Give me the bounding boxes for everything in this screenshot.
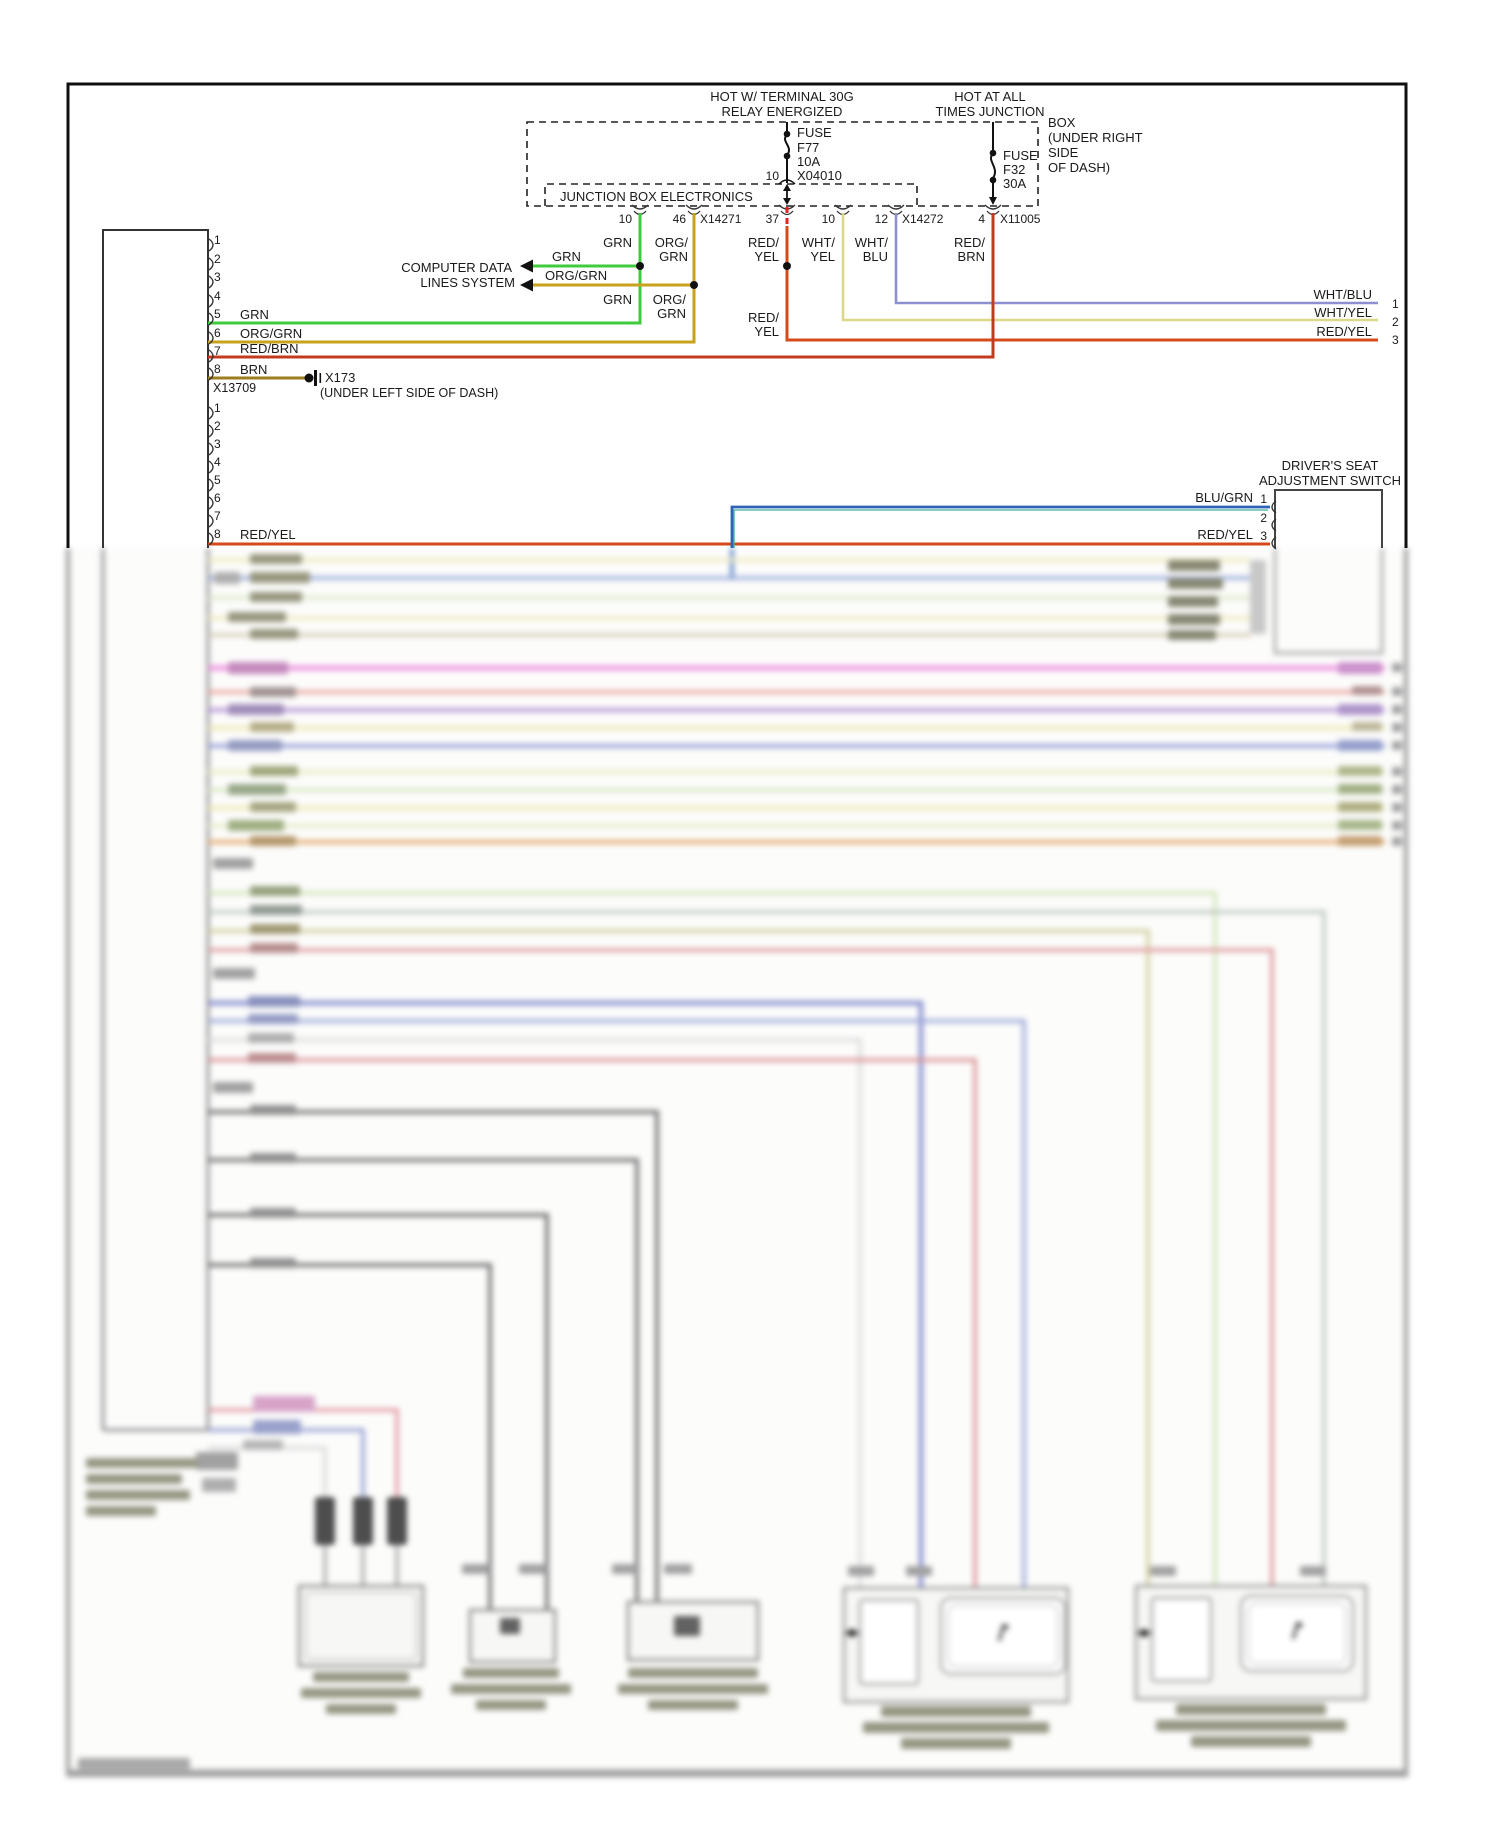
fuse1-label: FUSE bbox=[797, 125, 832, 140]
fuse1-connector: X04010 bbox=[797, 168, 842, 183]
blurred-label bbox=[1300, 1566, 1326, 1576]
blurred-label bbox=[250, 1153, 296, 1163]
component-box-1 bbox=[299, 1586, 423, 1666]
component-2-symbol bbox=[500, 1618, 520, 1634]
wire-label: RED/ bbox=[747, 310, 779, 325]
component-4-sub bbox=[860, 1600, 918, 1684]
x173-location: (UNDER LEFT SIDE OF DASH) bbox=[320, 386, 499, 400]
junction-dot bbox=[690, 281, 698, 289]
blurred-label bbox=[213, 968, 255, 979]
fuse2-dot bbox=[990, 177, 997, 184]
wire-label: WHT/ bbox=[854, 235, 888, 250]
component-3-symbol bbox=[674, 1616, 700, 1636]
jbe-pin: 12 bbox=[874, 212, 888, 226]
blurred-lower-section bbox=[68, 548, 1406, 1776]
wire-label: RED/YEL bbox=[240, 527, 296, 542]
pin-block bbox=[353, 1497, 373, 1545]
pin-arc-icon bbox=[209, 295, 213, 307]
module-c2-pin-number: 6 bbox=[214, 491, 221, 505]
blurred-label bbox=[1176, 1704, 1326, 1715]
fuse1-dot bbox=[784, 153, 791, 160]
blurred-label bbox=[612, 1564, 640, 1574]
blurred-label bbox=[213, 1082, 253, 1093]
blurred-label bbox=[228, 784, 286, 795]
offpage-wire-label: WHT/YEL bbox=[1314, 305, 1372, 320]
blurred-label bbox=[901, 1738, 1011, 1749]
note-hot-at-all-times-1: HOT AT ALL bbox=[954, 89, 1026, 104]
fuse2-label: FUSE bbox=[1003, 148, 1038, 163]
blurred-label bbox=[86, 1506, 156, 1516]
blurred-label bbox=[1392, 723, 1402, 732]
computer-data-lines-1: COMPUTER DATA bbox=[401, 260, 512, 275]
arrow-up-icon bbox=[783, 184, 791, 191]
wire-label: GRN bbox=[552, 249, 581, 264]
x173-bar-icon bbox=[314, 370, 317, 386]
blurred-label bbox=[213, 858, 253, 869]
wire-label: ORG/GRN bbox=[545, 268, 608, 283]
blurred-label bbox=[1392, 705, 1402, 714]
blurred-label bbox=[648, 1700, 738, 1710]
blurred-label bbox=[86, 1474, 182, 1484]
pin-arc-icon bbox=[209, 479, 213, 491]
wire-label: BRN bbox=[957, 249, 985, 264]
sharp-upper-section bbox=[68, 84, 1406, 549]
blurred-label bbox=[250, 802, 296, 812]
wire-label: RED/BRN bbox=[240, 341, 299, 356]
fuse2-rating: 30A bbox=[1003, 176, 1027, 191]
component-4-dot bbox=[848, 1629, 856, 1637]
blurred-label bbox=[476, 1700, 546, 1710]
note-hot-terminal30g-2: RELAY ENERGIZED bbox=[721, 104, 843, 119]
computer-data-lines-2: LINES SYSTEM bbox=[420, 275, 515, 290]
offpage-wire-label: WHT/BLU bbox=[1313, 287, 1372, 302]
module-c1-pin-number: 8 bbox=[214, 362, 221, 376]
blurred-label bbox=[1168, 578, 1223, 589]
seat-switch-box bbox=[1275, 490, 1382, 548]
blurred-label bbox=[1168, 614, 1220, 625]
blurred-label bbox=[1338, 740, 1382, 751]
blurred-label bbox=[250, 722, 294, 732]
blurred-label bbox=[253, 1420, 301, 1434]
connector-stack bbox=[1250, 560, 1266, 634]
wire-label: GRN bbox=[603, 235, 632, 250]
arrow-left-icon bbox=[520, 260, 533, 273]
blurred-label bbox=[250, 766, 298, 776]
jbe-pin: 46 bbox=[672, 212, 686, 226]
wire-label: GRN bbox=[603, 292, 632, 307]
blurred-label bbox=[250, 629, 298, 639]
wire-blugrn bbox=[732, 507, 1270, 548]
fuse1-pin: 10 bbox=[765, 169, 779, 183]
note-hot-at-all-times-2: TIMES JUNCTION bbox=[935, 104, 1045, 119]
blurred-label bbox=[250, 1105, 296, 1115]
wire-blugrn-stripe bbox=[734, 510, 1268, 548]
blurred-label bbox=[86, 1458, 198, 1468]
pin-arc-icon bbox=[209, 239, 213, 251]
blurred-label bbox=[228, 704, 284, 715]
seat-switch-title-2: ADJUSTMENT SWITCH bbox=[1258, 473, 1402, 488]
module-c2-pin-number: 7 bbox=[214, 509, 221, 523]
seat-pin-number: 1 bbox=[1260, 492, 1267, 506]
blurred-label bbox=[243, 1440, 283, 1450]
connector-x14271: X14271 bbox=[700, 212, 742, 226]
wire-label: RED/ bbox=[747, 235, 779, 250]
blurred-label bbox=[1338, 784, 1382, 794]
wire-label: ORG/ bbox=[654, 235, 688, 250]
blurred-label bbox=[250, 905, 302, 915]
blurred-label bbox=[1338, 704, 1382, 715]
blurred-label bbox=[462, 1564, 490, 1574]
blurred-label bbox=[250, 924, 300, 934]
blurred-label bbox=[618, 1684, 768, 1694]
blurred-label bbox=[202, 1478, 236, 1492]
module-c1-pin-number: 7 bbox=[214, 344, 221, 358]
blurred-label bbox=[326, 1704, 396, 1714]
blurred-label bbox=[250, 687, 296, 697]
wire-label: ORG/ bbox=[652, 292, 686, 307]
module-c2-pin-number: 3 bbox=[214, 437, 221, 451]
wire-label: YEL bbox=[810, 249, 835, 264]
junction-dot bbox=[783, 262, 791, 270]
blurred-label bbox=[1168, 560, 1220, 571]
blurred-label bbox=[1191, 1736, 1311, 1747]
blurred-label bbox=[228, 612, 286, 622]
module-c2-pin-number: 8 bbox=[214, 527, 221, 541]
pin-arc-icon bbox=[209, 258, 213, 270]
blurred-label bbox=[250, 592, 302, 602]
pin-arc-icon bbox=[209, 407, 213, 419]
blurred-label bbox=[250, 836, 296, 846]
blurred-label bbox=[863, 1722, 1049, 1733]
pin-arc-icon bbox=[209, 497, 213, 509]
pin-block bbox=[387, 1497, 407, 1545]
blurred-label bbox=[248, 996, 300, 1007]
connector-x173: X173 bbox=[325, 370, 356, 385]
fuse1-element bbox=[785, 135, 789, 155]
blurred-label bbox=[1156, 1720, 1346, 1731]
wire-label: BLU bbox=[862, 249, 888, 264]
jbe-pin: 10 bbox=[821, 212, 835, 226]
pin-block bbox=[315, 1497, 335, 1545]
x173-dot bbox=[305, 374, 314, 383]
junction-box-location-2: (UNDER RIGHT bbox=[1048, 130, 1143, 145]
left-module-box bbox=[103, 230, 208, 548]
module-c2-pin-number: 5 bbox=[214, 473, 221, 487]
blurred-label bbox=[848, 1566, 874, 1576]
module-c2-pin-number: 2 bbox=[214, 419, 221, 433]
fuse2-name: F32 bbox=[1003, 162, 1026, 177]
motor-glyph-icon bbox=[1297, 1622, 1302, 1627]
blurred-label bbox=[250, 554, 302, 564]
blurred-label bbox=[664, 1564, 692, 1574]
junction-box-location-4: OF DASH) bbox=[1048, 160, 1111, 175]
pin-arc-icon bbox=[209, 515, 213, 527]
component-4-motor bbox=[941, 1598, 1065, 1674]
blurred-label bbox=[196, 1452, 238, 1470]
module-c1-pin-number: 3 bbox=[214, 270, 221, 284]
blurred-label bbox=[1168, 596, 1218, 607]
blurred-label bbox=[228, 740, 282, 751]
blurred-label bbox=[86, 1490, 190, 1500]
module-c1-pin-number: 2 bbox=[214, 252, 221, 266]
connector-x11005: X11005 bbox=[1000, 212, 1041, 226]
wire-label: RED/YEL bbox=[1197, 527, 1253, 542]
module-c1-pin-number: 4 bbox=[214, 289, 221, 303]
blurred-label bbox=[248, 1053, 296, 1063]
fuse1-rating: 10A bbox=[797, 154, 821, 169]
x173-tick-icon bbox=[320, 373, 322, 383]
blurred-label bbox=[628, 1668, 758, 1678]
blurred-label bbox=[519, 1564, 547, 1574]
arrow-down-icon bbox=[783, 198, 791, 205]
blurred-label bbox=[250, 1258, 296, 1268]
arrow-left-icon bbox=[520, 279, 533, 292]
arrow-down-icon bbox=[989, 197, 997, 205]
blurred-label bbox=[1352, 722, 1382, 731]
wire-label: BRN bbox=[240, 362, 268, 377]
offpage-pin-number: 2 bbox=[1392, 315, 1399, 329]
jbe-pin: 10 bbox=[618, 212, 632, 226]
connector-x13709: X13709 bbox=[213, 381, 257, 395]
offpage-pin-number: 3 bbox=[1392, 333, 1399, 347]
junction-box-location-1: BOX bbox=[1048, 115, 1076, 130]
fuse2-element bbox=[991, 154, 995, 178]
blurred-label bbox=[228, 820, 284, 831]
seat-switch-title-1: DRIVER'S SEAT bbox=[1281, 458, 1379, 473]
blurred-label bbox=[78, 1758, 190, 1769]
fuse2-dot bbox=[990, 150, 997, 157]
junction-box-location-3: SIDE bbox=[1048, 145, 1079, 160]
blurred-label bbox=[1338, 802, 1382, 812]
offpage-pin-number: 1 bbox=[1392, 297, 1399, 311]
junction-box-electronics-label: JUNCTION BOX ELECTRONICS bbox=[560, 189, 753, 204]
blurred-label bbox=[463, 1668, 559, 1678]
blurred-label bbox=[1392, 785, 1402, 794]
seat-pin-number: 3 bbox=[1260, 529, 1267, 543]
jbe-pin: 37 bbox=[765, 212, 779, 226]
blurred-label bbox=[906, 1566, 932, 1576]
blurred-label bbox=[1338, 766, 1382, 776]
blurred-label bbox=[881, 1706, 1031, 1717]
blurred-label bbox=[1338, 662, 1382, 674]
pin-arc-icon bbox=[209, 461, 213, 473]
blurred-label bbox=[1168, 630, 1216, 640]
blurred-label bbox=[1392, 767, 1402, 776]
wire-label: GRN bbox=[659, 249, 688, 264]
component-5-sub bbox=[1152, 1598, 1211, 1681]
blurred-label bbox=[1352, 686, 1382, 695]
blurred-label bbox=[451, 1684, 571, 1694]
blurred-label bbox=[250, 572, 310, 583]
blurred-label bbox=[248, 1033, 294, 1043]
blurred-label bbox=[1392, 803, 1402, 812]
blurred-label bbox=[1338, 820, 1382, 830]
blurred-label bbox=[228, 662, 288, 674]
note-hot-terminal30g-1: HOT W/ TERMINAL 30G bbox=[710, 89, 854, 104]
wire-label: ORG/GRN bbox=[240, 326, 303, 341]
jbe-pin: 4 bbox=[978, 212, 985, 226]
blurred-label bbox=[1392, 821, 1402, 830]
blurred-label bbox=[248, 1014, 298, 1024]
blurred-label bbox=[250, 886, 300, 896]
wire-label: YEL bbox=[754, 249, 779, 264]
fuse1-name: F77 bbox=[797, 140, 820, 155]
wire-label: BLU/GRN bbox=[1195, 490, 1253, 505]
module-c1-pin-number: 6 bbox=[214, 326, 221, 340]
pin-arc-icon bbox=[209, 443, 213, 455]
blurred-label bbox=[250, 1208, 296, 1218]
wire-label: RED/ bbox=[953, 235, 985, 250]
wire-label: GRN bbox=[240, 307, 269, 322]
module-c2-pin-number: 4 bbox=[214, 455, 221, 469]
motor-glyph-icon bbox=[1003, 1624, 1008, 1629]
blurred-label bbox=[1392, 837, 1402, 846]
wire-label: WHT/ bbox=[801, 235, 835, 250]
blurred-label bbox=[214, 572, 240, 584]
pin-arc-icon bbox=[209, 425, 213, 437]
blurred-label bbox=[1150, 1566, 1176, 1576]
blurred-label bbox=[250, 943, 298, 953]
junction-dot bbox=[636, 262, 644, 270]
blurred-label bbox=[1392, 663, 1402, 672]
blurred-label bbox=[1338, 836, 1382, 846]
module-c1-pin-number: 1 bbox=[214, 233, 221, 247]
offpage-wire-label: RED/YEL bbox=[1316, 324, 1372, 339]
pin-arc-icon bbox=[209, 276, 213, 288]
blurred-label bbox=[1392, 687, 1402, 696]
component-5-dot bbox=[1140, 1629, 1148, 1637]
connector-x14272: X14272 bbox=[902, 212, 944, 226]
module-c1-pin-number: 5 bbox=[214, 307, 221, 321]
blurred-label bbox=[301, 1688, 421, 1698]
fuse1-dot bbox=[784, 131, 791, 138]
blurred-label bbox=[253, 1396, 315, 1412]
module-c2-pin-number: 1 bbox=[214, 401, 221, 415]
component-5-motor bbox=[1241, 1596, 1353, 1671]
wire-label: GRN bbox=[657, 306, 686, 321]
wire-label: YEL bbox=[754, 324, 779, 339]
blurred-label bbox=[313, 1672, 409, 1682]
seat-pin-number: 2 bbox=[1260, 511, 1267, 525]
blurred-label bbox=[1392, 741, 1402, 750]
component-box-2 bbox=[470, 1610, 555, 1662]
